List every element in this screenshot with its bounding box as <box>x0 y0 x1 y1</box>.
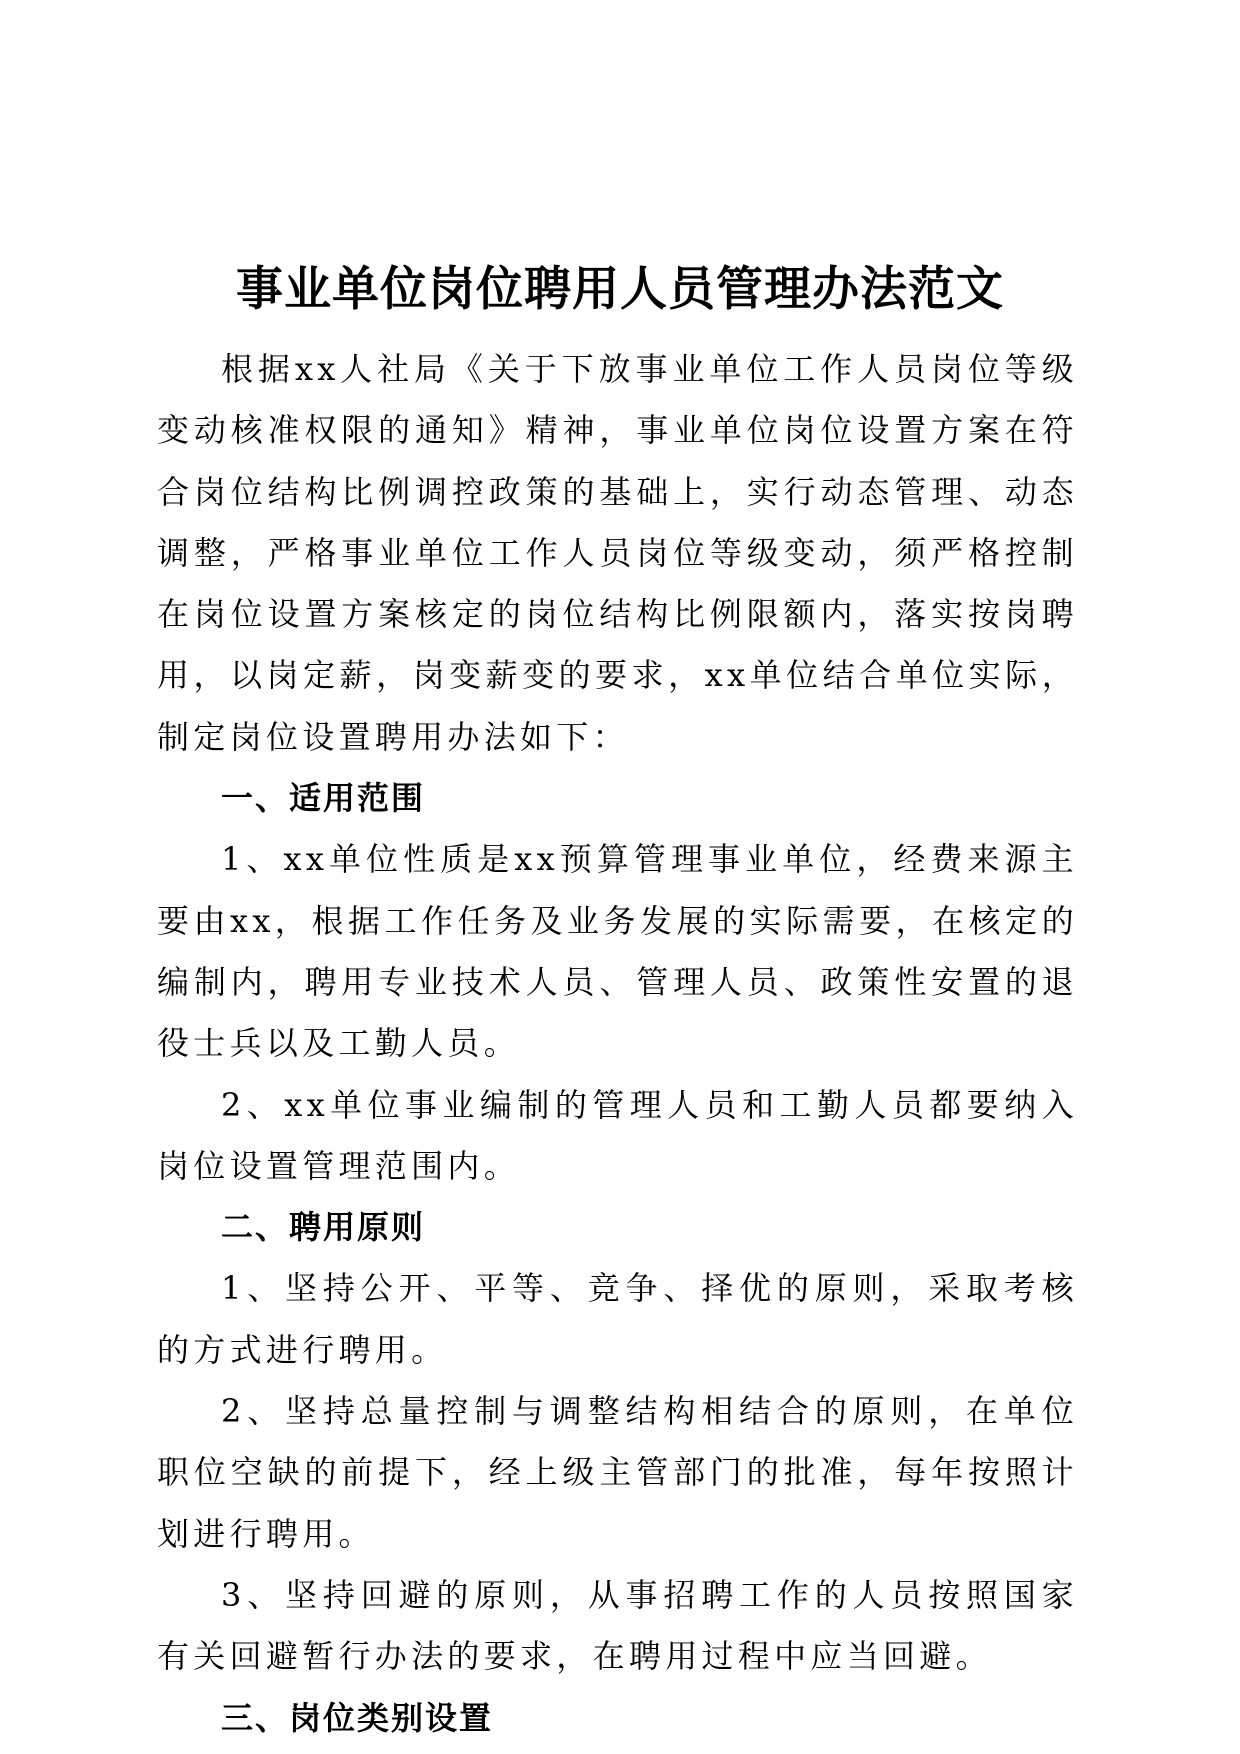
document-title: 事业单位岗位聘用人员管理办法范文 <box>236 262 1004 317</box>
section-heading-categories: 三、岗位类别设置 <box>221 1698 494 1737</box>
document-body <box>157 339 1078 1749</box>
section-heading-scope: 一、适用范围 <box>221 779 426 818</box>
principle-item-1: 1、坚持公开、平等、竞争、择优的原则，采取考核的方式进行聘用。 <box>157 1269 1078 1369</box>
scope-item-2: 2、xx单位事业编制的管理人员和工勤人员都要纳入岗位设置管理范围内。 <box>157 1085 1078 1185</box>
section-heading-principles: 二、聘用原则 <box>221 1208 426 1247</box>
intro-paragraph: 根据xx人社局《关于下放事业单位工作人员岗位等级变动核准权限的通知》精神，事业单位岗位设置方案在符合岗位结构比例调控政策的基础上，实行动态管理、动态调整，严格事业单位工作人员岗位等级变动，须严格控制在岗位设置方案核定的岗位结构比例限额内，落实按岗聘用，以岗定薪，岗变薪变的要求，xx单位结合单位实际，制定岗位设置聘用办法如下： <box>157 350 1078 756</box>
scope-item-1: 1、xx单位性质是xx预算管理事业单位，经费来源主要由xx，根据工作任务及业务发展的实际需要，在核定的编制内，聘用专业技术人员、管理人员、政策性安置的退役士兵以及工勤人员。 <box>157 840 1078 1063</box>
principle-item-3: 3、坚持回避的原则，从事招聘工作的人员按照国家有关回避暂行办法的要求，在聘用过程中应当回避。 <box>157 1575 1078 1676</box>
principle-item-2: 2、坚持总量控制与调整结构相结合的原则，在单位职位空缺的前提下，经上级主管部门的批准，每年按照计划进行聘用。 <box>157 1392 1078 1553</box>
